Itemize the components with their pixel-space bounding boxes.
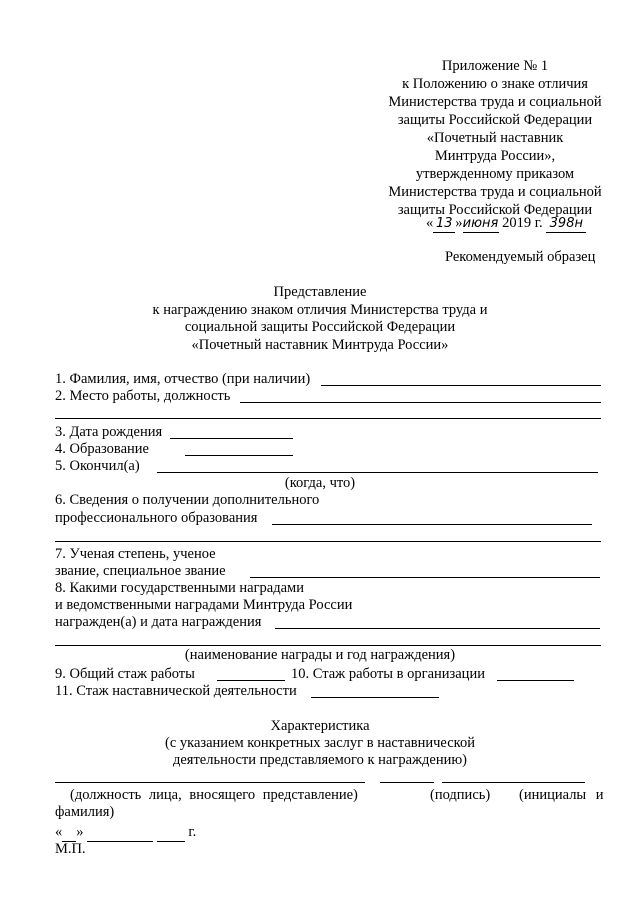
appendix-line: к Положению о знаке отличия bbox=[402, 76, 588, 92]
appendix-date: « 13 »июня 2019 г. 398н bbox=[426, 215, 586, 233]
field-7-label-a: 7. Ученая степень, ученое bbox=[55, 546, 216, 562]
title-line: социальной защиты Российской Федерации bbox=[184, 319, 456, 335]
signature-surname-label: фамилия) bbox=[55, 804, 115, 820]
signature-position-line bbox=[55, 782, 365, 783]
field-8-label-a: 8. Какими государственными наградами bbox=[55, 580, 304, 596]
signature-initials-line bbox=[442, 782, 585, 783]
order-number: 398н bbox=[546, 215, 586, 233]
field-6-line-extra bbox=[55, 541, 601, 542]
field-2-line-extra bbox=[55, 418, 601, 419]
field-2-label: 2. Место работы, должность bbox=[55, 388, 231, 404]
signature-sign-label: (подпись) bbox=[430, 787, 491, 803]
title-line: Представление bbox=[273, 284, 367, 300]
signature-sign-line bbox=[380, 782, 434, 783]
field-5-line bbox=[157, 472, 598, 473]
field-6-line bbox=[272, 524, 592, 525]
field-3-label: 3. Дата рождения bbox=[55, 424, 163, 440]
field-10-label: 10. Стаж работы в организации bbox=[291, 666, 485, 682]
appendix-line: Министерства труда и социальной bbox=[388, 94, 602, 110]
field-2-line bbox=[240, 402, 601, 403]
characteristic-line: (с указанием конкретных заслуг в наставнической bbox=[164, 735, 475, 751]
stamp-label: М.П. bbox=[55, 841, 86, 857]
field-11-line bbox=[311, 697, 439, 698]
signature-position-label: (должность лица, вносящего представление) bbox=[70, 787, 358, 803]
field-1-line bbox=[321, 385, 601, 386]
appendix-line: Минтруда России», bbox=[434, 148, 556, 164]
field-6-label-b: профессионального образования bbox=[55, 510, 258, 526]
field-7-label-b: звание, специальное звание bbox=[55, 563, 226, 579]
characteristic-line: деятельности представляемого к награждению) bbox=[172, 752, 468, 768]
field-8-label-c: награжден(а) и дата награждения bbox=[55, 614, 262, 630]
field-8-hint: (наименование награды и год награждения) bbox=[184, 647, 456, 663]
field-1-label: 1. Фамилия, имя, отчество (при наличии) bbox=[55, 371, 311, 387]
appendix-line: утвержденному приказом bbox=[415, 166, 575, 182]
field-9-label: 9. Общий стаж работы bbox=[55, 666, 195, 682]
signature-initials-label: (инициалы и bbox=[519, 787, 604, 803]
title-line: «Почетный наставник Минтруда России» bbox=[191, 337, 449, 353]
signature-date: « » г. bbox=[55, 824, 197, 840]
date-month: июня bbox=[462, 216, 499, 231]
field-5-hint: (когда, что) bbox=[284, 475, 356, 491]
date-day: 13 bbox=[433, 215, 455, 233]
field-10-line bbox=[497, 680, 574, 681]
field-9-line bbox=[217, 680, 285, 681]
appendix-line: защиты Российской Федерации bbox=[397, 202, 593, 218]
field-8-line bbox=[275, 628, 600, 629]
appendix-line: Министерства труда и социальной bbox=[388, 184, 602, 200]
field-6-label-a: 6. Сведения о получении дополнительного bbox=[55, 492, 320, 508]
recommended-sample: Рекомендуемый образец bbox=[445, 249, 596, 265]
appendix-line: защиты Российской Федерации bbox=[397, 112, 593, 128]
field-4-label: 4. Образование bbox=[55, 441, 149, 457]
appendix-line: Приложение № 1 bbox=[441, 58, 549, 74]
field-3-line bbox=[170, 438, 293, 439]
field-7-line bbox=[250, 577, 600, 578]
field-11-label: 11. Стаж наставнической деятельности bbox=[55, 683, 297, 699]
field-8-line-extra bbox=[55, 645, 601, 646]
field-4-line bbox=[185, 455, 293, 456]
field-8-label-b: и ведомственными наградами Минтруда России bbox=[55, 597, 353, 613]
appendix-line: «Почетный наставник bbox=[426, 130, 564, 146]
field-5-label: 5. Окончил(а) bbox=[55, 458, 140, 474]
title-line: к награждению знаком отличия Министерства труда и bbox=[152, 302, 488, 318]
characteristic-line: Характеристика bbox=[270, 718, 370, 734]
